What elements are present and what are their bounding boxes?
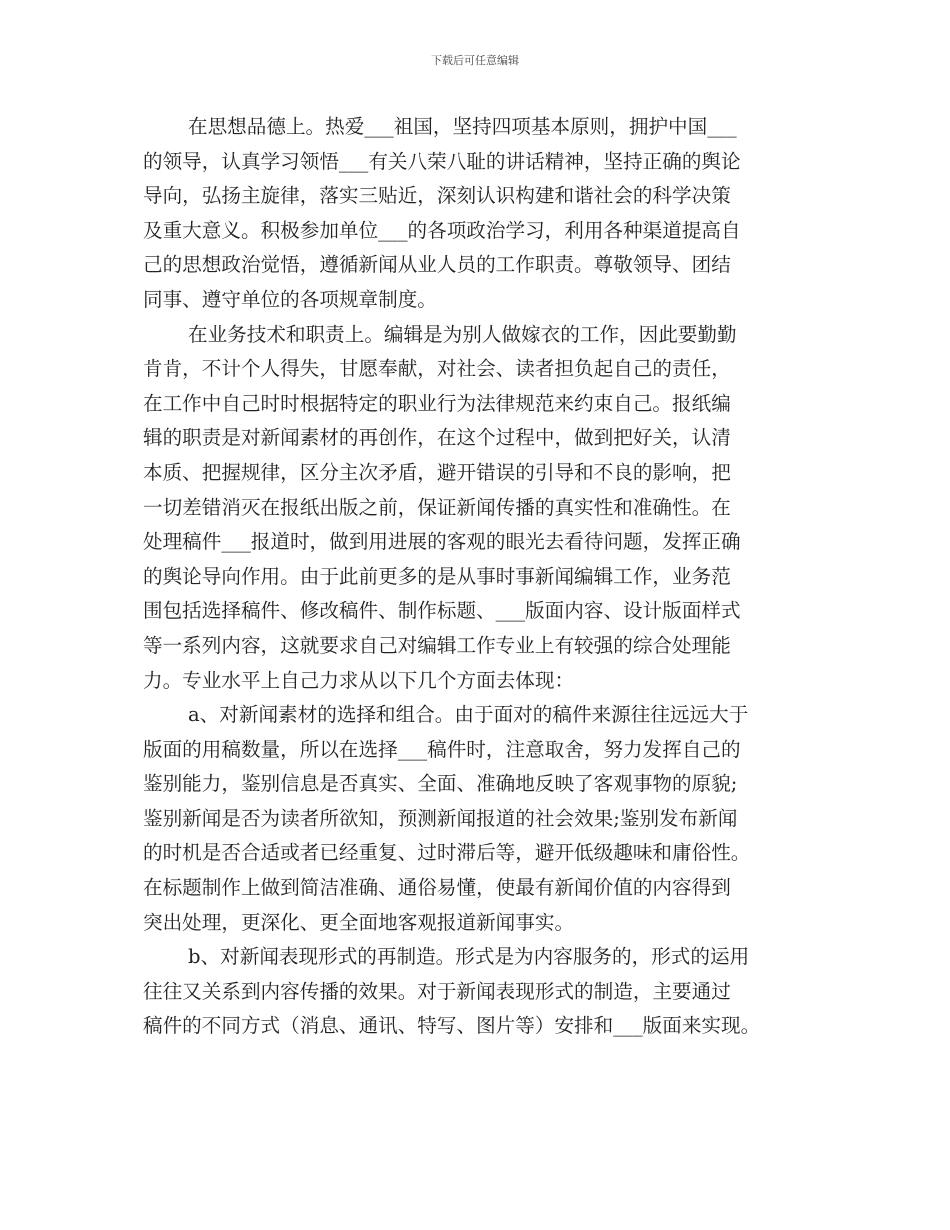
text-line: 己的思想政治觉悟，遵循新闻从业人员的工作职责。尊敬领导、团结 bbox=[143, 253, 731, 277]
paragraph-news-form bbox=[143, 940, 833, 1044]
text-line: 一切差错消灭在报纸出版之前，保证新闻传播的真实性和准确性。在 bbox=[143, 495, 731, 519]
text-line: 等一系列内容，这就要求自己对编辑工作专业上有较强的综合处理能 bbox=[143, 633, 731, 657]
text-line: 的领导，认真学习领悟___有关八荣八耻的讲话精神，坚持正确的舆论 bbox=[143, 149, 741, 173]
text-line: a、对新闻素材的选择和组合。由于面对的稿件来源往往远远大于 bbox=[188, 703, 749, 727]
text-line: 处理稿件___报道时，做到用进展的客观的眼光去看待问题，发挥正确 bbox=[143, 530, 741, 554]
text-line: 在工作中自己时时根据特定的职业行为法律规范来约束自己。报纸编 bbox=[143, 391, 731, 415]
text-line: 稿件的不同方式（消息、通讯、特写、图片等）安排和___版面来实现。 bbox=[143, 1014, 761, 1038]
paragraph-moral-character bbox=[143, 110, 833, 318]
text-line: 的时机是否合适或者已经重复、过时滞后等，避开低级趣味和庸俗性。 bbox=[143, 841, 751, 865]
text-line: 鉴别能力，鉴别信息是否真实、全面、准确地反映了客观事物的原貌; bbox=[143, 772, 738, 796]
text-line: 版面的用稿数量，所以在选择___稿件时，注意取舍，努力发挥自己的 bbox=[143, 737, 741, 761]
text-line: 同事、遵守单位的各项规章制度。 bbox=[143, 287, 437, 311]
text-line: 导向，弘扬主旋律，落实三贴近，深刻认识构建和谐社会的科学决策 bbox=[143, 184, 731, 208]
text-line: 本质、把握规律，区分主次矛盾，避开错误的引导和不良的影响，把 bbox=[143, 460, 731, 484]
text-line: 突出处理，更深化、更全面地客观报道新闻事实。 bbox=[143, 910, 575, 934]
page-header: 下载后可任意编辑 bbox=[431, 54, 519, 67]
text-line: 鉴别新闻是否为读者所欲知，预测新闻报道的社会效果;鉴别发布新闻 bbox=[143, 806, 738, 830]
text-line: 辑的职责是对新闻素材的再创作，在这个过程中，做到把好关，认清 bbox=[143, 426, 731, 450]
text-line: 往往又关系到内容传播的效果。对于新闻表现形式的制造，主要通过 bbox=[143, 979, 731, 1003]
text-line: 在思想品德上。热爱___祖国，坚持四项基本原则，拥护中国___ bbox=[188, 115, 737, 138]
text-line: 肯肯，不计个人得失，甘愿奉献，对社会、读者担负起自己的责任， bbox=[143, 357, 731, 381]
document-body bbox=[143, 110, 833, 1044]
text-line: 力。专业水平上自己力求从以下几个方面去体现： bbox=[143, 668, 575, 692]
text-line: 围包括选择稿件、修改稿件、制作标题、___版面内容、设计版面样式 bbox=[143, 599, 741, 623]
text-line: 在业务技术和职责上。编辑是为别人做嫁衣的工作，因此要勤勤 bbox=[188, 322, 737, 346]
text-line: b、对新闻表现形式的再制造。形式是为内容服务的，形式的运用 bbox=[188, 945, 750, 969]
text-line: 及重大意义。积极参加单位___的各项政治学习，利用各种渠道提高自 bbox=[143, 218, 741, 242]
text-line: 的舆论导向作用。由于此前更多的是从事时事新闻编辑工作，业务范 bbox=[143, 564, 731, 588]
paragraph-technical-duties bbox=[143, 318, 833, 699]
text-line: 在标题制作上做到简洁准确、通俗易懂，使最有新闻价值的内容得到 bbox=[143, 876, 731, 900]
paragraph-news-selection bbox=[143, 698, 833, 940]
